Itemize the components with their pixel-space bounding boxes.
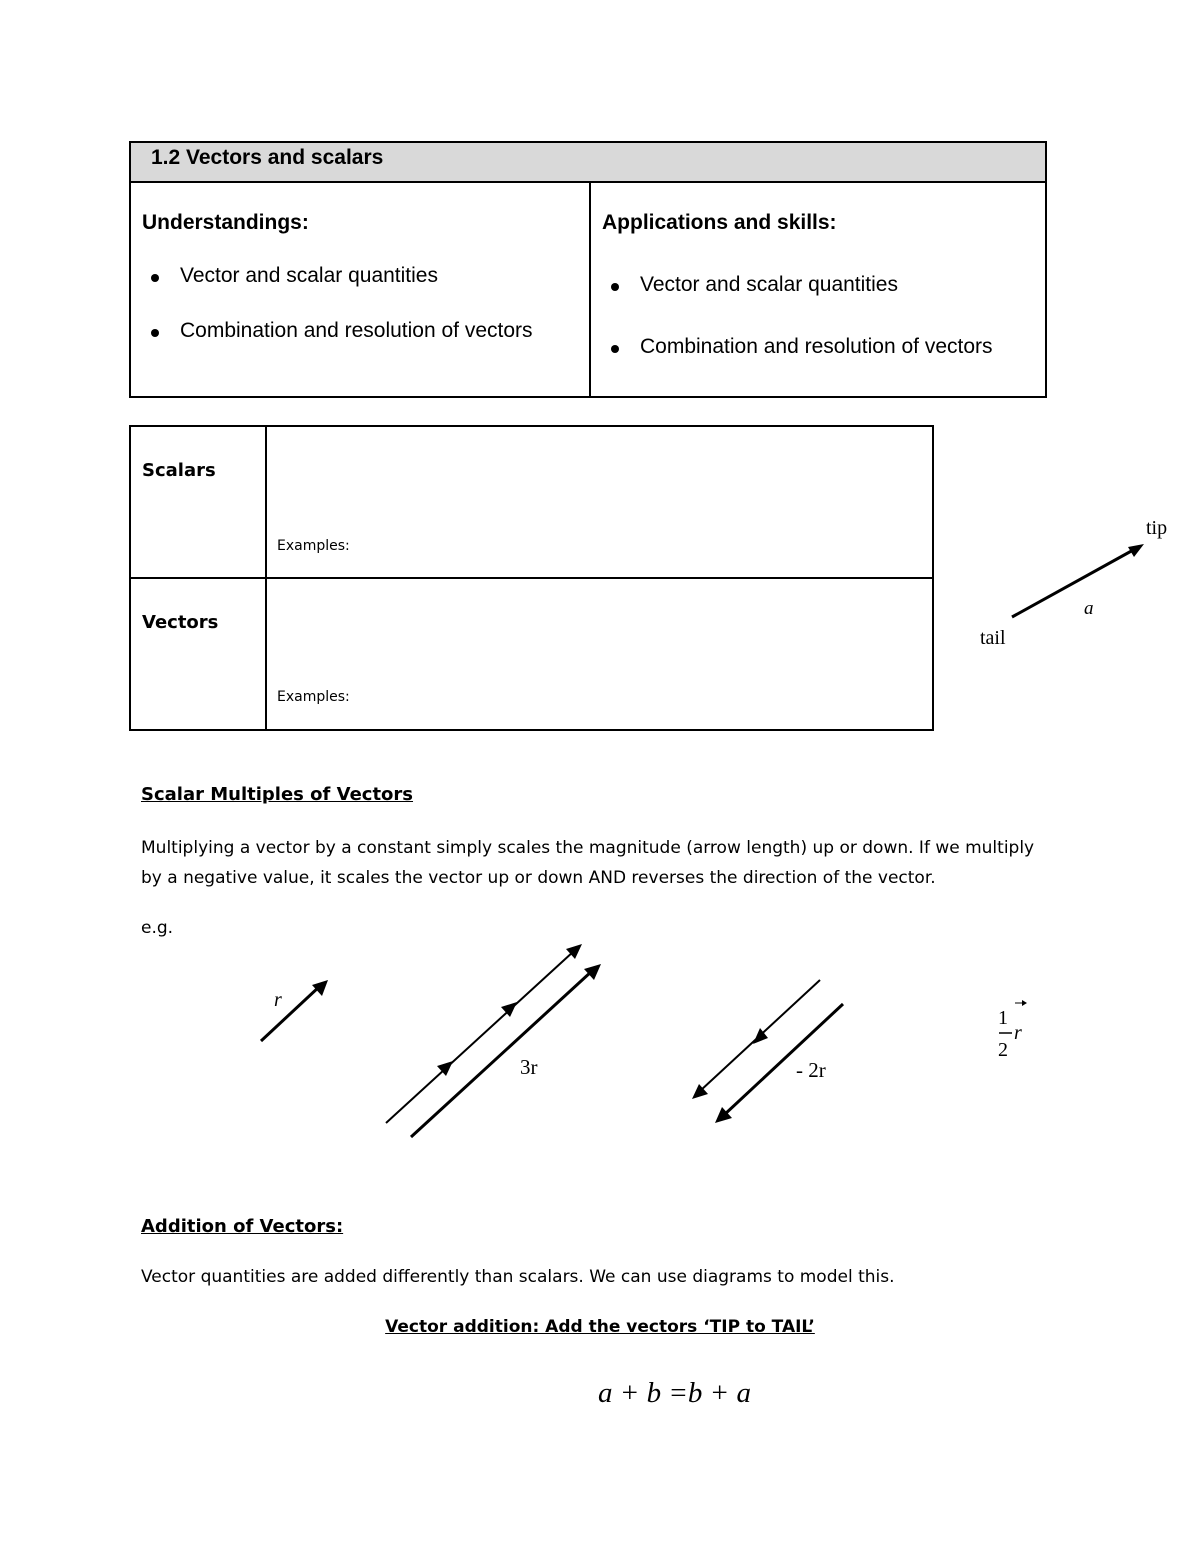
applications-item: Combination and resolution of vectors — [640, 335, 993, 358]
eg-label: e.g. — [141, 918, 174, 938]
scalar-multiples-paragraph: Multiplying a vector by a constant simply scales the magnitude (arrow length) up or down. If we multiply by a negative value, it scales the vector up or down AND reverses the direction of the vector. — [141, 838, 1035, 888]
minus-two-r-label: - 2r — [796, 1058, 826, 1082]
applications-heading: Applications and skills: — [602, 211, 837, 234]
section-header — [131, 143, 1045, 183]
three-r-stack-line — [386, 951, 574, 1123]
three-r-label: 3r — [520, 1055, 538, 1079]
r-arrow — [261, 986, 320, 1041]
table-divider — [131, 577, 932, 579]
three-r-arrow — [411, 971, 592, 1137]
outcomes-table — [129, 141, 1047, 398]
understandings-item: Vector and scalar quantities — [180, 264, 438, 287]
addition-heading: Addition of Vectors: — [141, 1216, 344, 1237]
definitions-table — [129, 425, 934, 731]
tip-label: tip — [1146, 517, 1168, 539]
r-label: r — [274, 989, 282, 1011]
addition-paragraph: Vector quantities are added differently than scalars. We can use diagrams to model this. — [141, 1267, 895, 1287]
scalars-examples: Examples: — [277, 538, 350, 554]
scalar-multiples-heading: Scalar Multiples of Vectors — [141, 784, 414, 805]
section-title: 1.2 Vectors and scalars — [151, 146, 384, 169]
scalar-multiples-diagram — [0, 930, 1200, 1160]
scalars-label: Scalars — [142, 460, 216, 481]
tail-label: tail — [980, 627, 1006, 649]
vector-name-label: a — [1084, 598, 1094, 619]
half-r-label: r — [1014, 1022, 1022, 1044]
vectors-examples: Examples: — [277, 689, 350, 705]
r-arrow-head — [312, 980, 328, 996]
understandings-column — [131, 183, 591, 396]
applications-column — [591, 183, 1045, 396]
vectors-label: Vectors — [142, 612, 219, 633]
understandings-heading: Understandings: — [142, 211, 309, 234]
half-denominator: 2 — [998, 1039, 1008, 1061]
addition-equation: a + b =b + a — [598, 1377, 751, 1409]
understandings-item: Combination and resolution of vectors — [180, 319, 533, 342]
half-numerator: 1 — [998, 1007, 1008, 1029]
vector-arrow-line — [1012, 549, 1135, 617]
applications-item: Vector and scalar quantities — [640, 273, 898, 296]
vector-overline-head — [1022, 1000, 1027, 1006]
vector-arrow-head — [1128, 544, 1144, 557]
vector-diagram — [970, 505, 1190, 655]
addition-rule: Vector addition: Add the vectors ‘TIP to TAIL’ — [385, 1317, 815, 1337]
